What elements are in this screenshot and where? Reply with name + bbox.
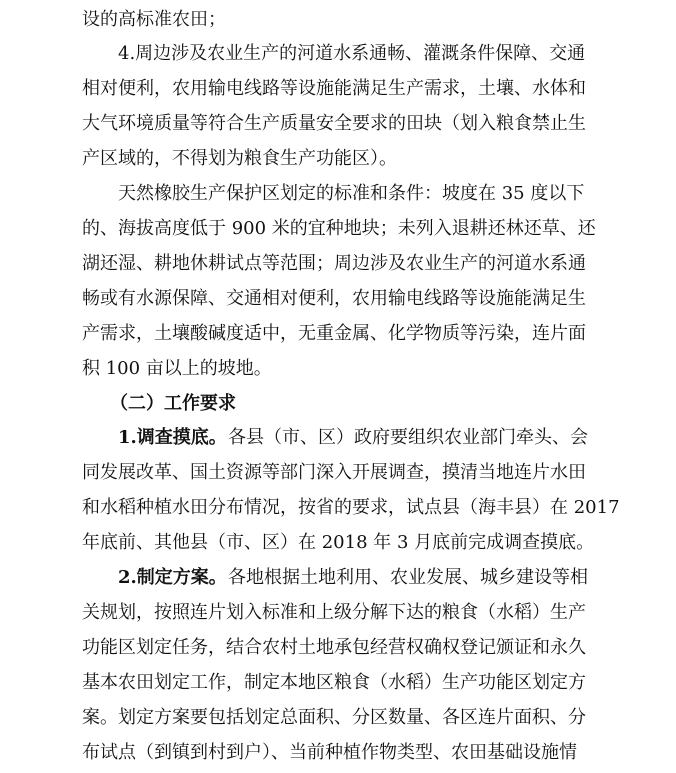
text-line xyxy=(0,418,676,458)
text-line xyxy=(0,349,676,389)
item-1-line: 年底前、其他县（市、区）在 2018 年 3 月底前完成调查摸底。 xyxy=(82,532,595,553)
text-line xyxy=(0,69,676,109)
text-line xyxy=(0,523,676,563)
text-line xyxy=(0,593,676,633)
text-line xyxy=(0,698,676,738)
item-1-title: 1.调查摸底。 xyxy=(118,427,227,448)
item-2-line: 基本农田划定工作，制定本地区粮食（水稻）生产功能区划定方 xyxy=(82,672,586,693)
item-1-text: 各县（市、区）政府要组织农业部门牵头、会 xyxy=(228,427,588,448)
item-4-line: 相对便利，农用输电线路等设施能满足生产需求，土壤、水体和 xyxy=(82,78,586,99)
item-2-line: 关规划，按照连片划入标准和上级分解下达的粮食（水稻）生产 xyxy=(82,602,586,623)
text-line xyxy=(0,174,676,214)
item-2-line: 功能区划定任务，结合农村土地承包经营权确权登记颁证和永久 xyxy=(82,637,586,658)
item-2-line: 布试点（到镇到村到户）、当前种植作物类型、农田基础设施情 xyxy=(82,742,577,763)
text-line xyxy=(0,558,676,598)
text-line xyxy=(0,488,676,528)
text-line xyxy=(0,453,676,493)
text-line xyxy=(0,139,676,179)
section-heading: （二）工作要求 xyxy=(110,393,236,414)
rubber-paragraph-line: 的、海拔高度低于 900 米的宜种地块；未列入退耕还林还草、还 xyxy=(82,218,596,239)
item-2-line: 案。划定方案要包括划定总面积、分区数量、各区连片面积、分 xyxy=(82,707,586,728)
item-1-line: 和水稻种植水田分布情况，按省的要求，试点县（海丰县）在 2017 xyxy=(82,497,620,518)
text-line xyxy=(0,663,676,703)
rubber-paragraph-line: 积 100 亩以上的坡地。 xyxy=(82,358,272,379)
item-4-line: 产区域的，不得划为粮食生产功能区）。 xyxy=(82,148,397,169)
text-line xyxy=(0,209,676,249)
text-line xyxy=(0,104,676,144)
text-line xyxy=(0,628,676,668)
text-line xyxy=(0,34,676,74)
item-2-title: 2.制定方案。 xyxy=(118,567,227,588)
rubber-paragraph-line: 畅或有水源保障、交通相对便利，农用输电线路等设施能满足生 xyxy=(82,288,586,309)
item-2-text: 各地根据土地利用、农业发展、城乡建设等相 xyxy=(228,567,588,588)
paragraph-continuation: 设的高标准农田； xyxy=(82,9,226,30)
text-line xyxy=(0,244,676,284)
rubber-paragraph-line: 天然橡胶生产保护区划定的标准和条件：坡度在 35 度以下 xyxy=(118,183,585,204)
item-4-line: 4.周边涉及农业生产的河道水系通畅、灌溉条件保障、交通 xyxy=(118,43,586,64)
item-1-line: 同发展改革、国土资源等部门深入开展调查，摸清当地连片水田 xyxy=(82,462,586,483)
rubber-paragraph-line: 产需求，土壤酸碱度适中，无重金属、化学物质等污染，连片面 xyxy=(82,323,586,344)
text-line xyxy=(0,279,676,319)
rubber-paragraph-line: 湖还湿、耕地休耕试点等范围；周边涉及农业生产的河道水系通 xyxy=(82,253,586,274)
text-line xyxy=(0,314,676,354)
text-line xyxy=(0,733,676,773)
item-4-line: 大气环境质量等符合生产质量安全要求的田块（划入粮食禁止生 xyxy=(82,113,586,134)
